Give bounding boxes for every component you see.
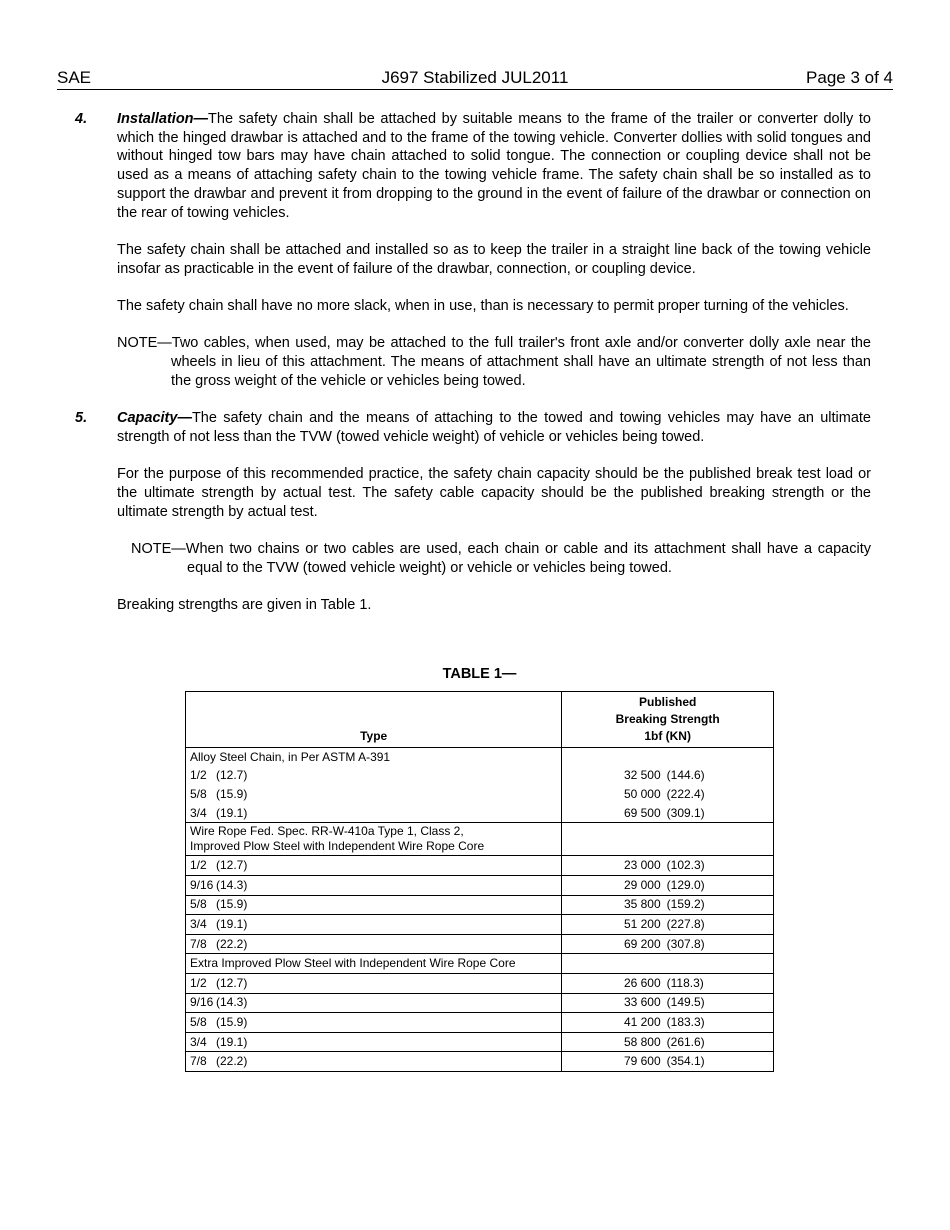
strength-lbf: 26 600 <box>623 975 661 990</box>
table-row <box>186 1032 774 1052</box>
size-inch: 3/4 <box>190 805 207 820</box>
size-inch: 7/8 <box>190 1054 207 1069</box>
size-inch: 1/2 <box>190 858 207 873</box>
strength-lbf: 41 200 <box>623 1014 661 1029</box>
table-row <box>186 895 774 915</box>
strength-kn: (309.1) <box>666 805 705 820</box>
strength-kn: (222.4) <box>666 786 705 801</box>
section-4-heading: Installation— <box>117 111 209 127</box>
section-5-heading: Capacity— <box>117 410 192 427</box>
section-4-para-1 <box>75 110 871 222</box>
table-row <box>186 915 774 935</box>
table-row <box>186 804 774 823</box>
strength-lbf: 50 000 <box>623 786 661 801</box>
page-header <box>57 68 893 90</box>
page-number: Page 3 of 4 <box>806 68 893 87</box>
strength-header-line-3: 1bf (KN) <box>644 729 691 743</box>
size-mm: (22.2) <box>216 1054 248 1069</box>
strength-lbf: 58 800 <box>623 1034 661 1049</box>
strength-kn: (118.3) <box>666 975 704 990</box>
breaking-strength-table <box>185 691 774 1072</box>
strength-kn: (183.3) <box>666 1014 705 1029</box>
strength-lbf: 35 800 <box>623 897 661 912</box>
section-5-note: NOTE—When two chains or two cables are used, each chain or cable and its attachment shall have a capacity equal to the TVW (towed vehicle weight) or vehicle or vehicles being towed. <box>131 541 871 576</box>
size-inch: 7/8 <box>190 936 207 951</box>
section-5-para-1 <box>75 409 871 446</box>
table-row <box>186 934 774 954</box>
table-row <box>186 993 774 1013</box>
section-4-text: The safety chain shall be attached by suitable means to the frame of the trailer or converter dolly to which the hinged drawbar is attached and to the frame of the towing vehicle. Converter dollies with solid tongues and without hinged tow bars may have chain attached to solid tongue. The connection or coupling device shall not be used as a means of attaching safety chain to the towing vehicle frame. The safety chain shall be so installed as to support the drawbar and prevent it from dropping to the ground in the event of failure of the drawbar or connection on the rear of towing vehicles. <box>117 111 871 221</box>
strength-lbf: 79 600 <box>623 1054 661 1069</box>
size-inch: 5/8 <box>190 897 207 912</box>
section-5-para-3: Breaking strengths are given in Table 1. <box>117 597 372 614</box>
strength-lbf: 51 200 <box>623 916 661 931</box>
strength-lbf: 23 000 <box>623 858 661 873</box>
strength-kn: (261.6) <box>666 1034 705 1049</box>
table-title: TABLE 1— <box>442 666 517 682</box>
group-row <box>186 748 774 767</box>
table-row <box>186 767 774 786</box>
group-label: Extra Improved Plow Steel with Independent Wire Rope Core <box>186 954 562 974</box>
strength-kn: (102.3) <box>666 858 705 873</box>
section-4-note: NOTE—Two cables, when used, may be attached to the full trailer's front axle and/or converter dolly axle near the wheels in lieu of this attachment. The means of attachment shall have an ultimate strength of not less than the gross weight of the vehicle or vehicles being towed. <box>117 335 871 389</box>
strength-kn: (159.2) <box>666 897 705 912</box>
size-mm: (12.7) <box>216 858 248 873</box>
strength-kn: (144.6) <box>666 768 705 783</box>
section-4-para-2: The safety chain shall be attached and installed so as to keep the trailer in a straight line back of the towing vehicle insofar as practicable in the event of failure of the drawbar, connection, or coupling device. <box>117 241 871 277</box>
strength-lbf: 33 600 <box>623 995 661 1010</box>
table-row <box>186 785 774 804</box>
size-inch: 3/4 <box>190 1034 207 1049</box>
section-4-number: 4. <box>75 111 88 127</box>
document-body <box>75 110 871 634</box>
section-5-text: The safety chain and the means of attaching to the towed and towing vehicles may have an ultimate strength of not less than the TVW (towed vehicle weight) of vehicle or vehicles being towed. <box>117 410 871 445</box>
size-mm: (14.3) <box>216 877 248 892</box>
section-4-para-3: The safety chain shall have no more slack, when in use, than is necessary to permit proper turning of the vehicles. <box>117 298 849 314</box>
size-inch: 1/2 <box>190 975 207 990</box>
group-label-line-1: Wire Rope Fed. Spec. RR-W-410a Type 1, Class 2, <box>190 824 464 839</box>
size-mm: (15.9) <box>216 786 248 801</box>
size-mm: (19.1) <box>216 805 248 820</box>
header-org: SAE <box>57 68 92 87</box>
group-label-line-2: Improved Plow Steel with Independent Wire Rope Core <box>190 839 485 854</box>
table-row <box>186 875 774 895</box>
table-row <box>186 856 774 876</box>
strength-lbf: 69 200 <box>623 936 661 951</box>
size-mm: (15.9) <box>216 1014 248 1029</box>
group-label: Alloy Steel Chain, in Per ASTM A-391 <box>186 748 562 767</box>
size-inch: 9/16 <box>190 877 214 892</box>
document-id: J697 Stabilized JUL2011 <box>381 68 569 87</box>
size-mm: (19.1) <box>216 916 248 931</box>
size-mm: (12.7) <box>216 975 248 990</box>
section-5-para-2: For the purpose of this recommended practice, the safety chain capacity should be the published break test load or the ultimate strength by actual test. The safety cable capacity should be the published breaking strength or the ultimate strength by actual test. <box>117 466 871 520</box>
size-inch: 3/4 <box>190 916 207 931</box>
strength-header-line-1: Published <box>638 695 697 709</box>
strength-lbf: 29 000 <box>623 877 661 892</box>
section-5-number: 5. <box>75 410 88 427</box>
table-row <box>186 973 774 993</box>
strength-kn: (354.1) <box>666 1054 705 1069</box>
strength-kn: (129.0) <box>666 877 705 892</box>
column-header-strength <box>562 692 774 748</box>
size-mm: (15.9) <box>216 897 248 912</box>
strength-kn: (149.5) <box>666 995 705 1010</box>
size-inch: 5/8 <box>190 786 207 801</box>
table-row <box>186 1013 774 1033</box>
size-mm: (14.3) <box>216 995 248 1010</box>
size-mm: (19.1) <box>216 1034 248 1049</box>
strength-kn: (227.8) <box>666 916 705 931</box>
strength-header-line-2: Breaking Strength <box>615 712 720 726</box>
group-row <box>186 823 774 856</box>
table-row <box>186 1052 774 1072</box>
size-inch: 1/2 <box>190 768 207 783</box>
size-mm: (22.2) <box>216 936 248 951</box>
group-row <box>186 954 774 974</box>
column-header-type: Type <box>186 692 562 748</box>
size-mm: (12.7) <box>216 768 248 783</box>
size-inch: 9/16 <box>190 995 214 1010</box>
strength-lbf: 32 500 <box>623 768 661 783</box>
strength-kn: (307.8) <box>666 936 705 951</box>
strength-lbf: 69 500 <box>623 805 661 820</box>
group-label <box>186 823 562 856</box>
size-inch: 5/8 <box>190 1014 207 1029</box>
